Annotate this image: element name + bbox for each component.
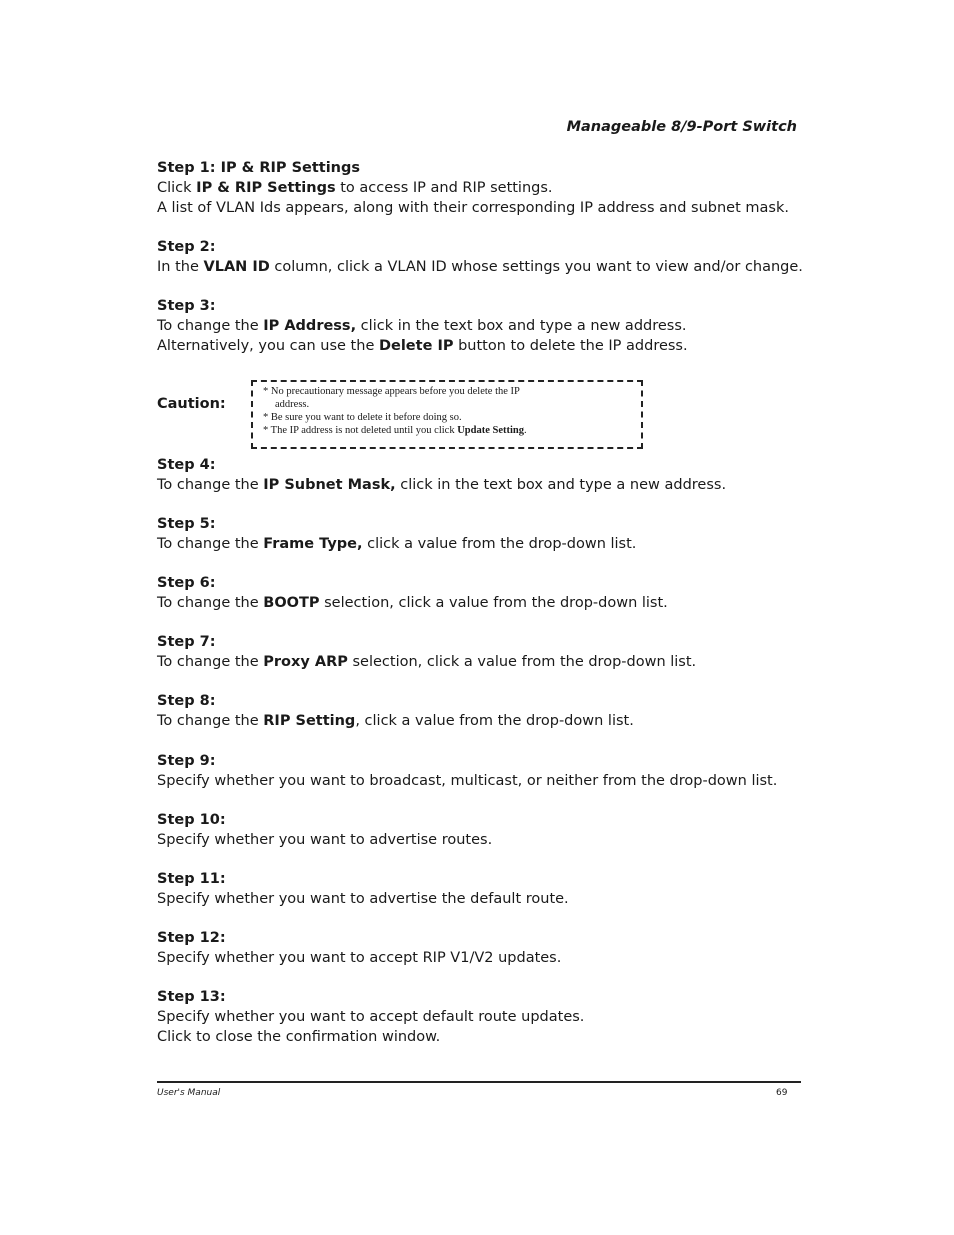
caution-line-3: * The IP address is not deleted until you click Update Setting. bbox=[263, 425, 527, 436]
caution-line-2: * Be sure you want to delete it before doing so. bbox=[263, 412, 462, 423]
step-7 bbox=[157, 632, 807, 672]
page-number: 69 bbox=[776, 1088, 788, 1098]
caution-line-1b: address. bbox=[275, 399, 310, 410]
step-4-title: Step 4: bbox=[157, 457, 216, 473]
step-12-text: Specify whether you want to accept RIP V1/V2 updates. bbox=[157, 950, 562, 966]
caution-box bbox=[251, 380, 643, 449]
step-1 bbox=[157, 158, 807, 218]
step-9-text: Specify whether you want to broadcast, multicast, or neither from the drop-down list. bbox=[157, 773, 778, 789]
step-8-title: Step 8: bbox=[157, 693, 216, 709]
step-5-text: To change the Frame Type, click a value from the drop-down list. bbox=[157, 536, 637, 552]
caution-label: Caution: bbox=[157, 396, 226, 412]
caution-line-1: * No precautionary message appears before you delete the IP bbox=[263, 386, 520, 397]
step-12-title: Step 12: bbox=[157, 930, 226, 946]
step-6-text: To change the BOOTP selection, click a value from the drop-down list. bbox=[157, 595, 668, 611]
step-2 bbox=[157, 237, 807, 277]
step-2-text: In the VLAN ID column, click a VLAN ID whose settings you want to view and/or change. bbox=[157, 259, 803, 275]
step-12 bbox=[157, 928, 807, 968]
footer-rule bbox=[157, 1081, 801, 1083]
step-13-text: Specify whether you want to accept default route updates. bbox=[157, 1009, 585, 1025]
step-9-title: Step 9: bbox=[157, 753, 216, 769]
step-11-text: Specify whether you want to advertise the default route. bbox=[157, 891, 569, 907]
ip-rip-settings-term: IP & RIP Settings bbox=[196, 180, 336, 196]
step-4 bbox=[157, 455, 807, 495]
step-5-title: Step 5: bbox=[157, 516, 216, 532]
step-10-text: Specify whether you want to advertise routes. bbox=[157, 832, 493, 848]
step-9 bbox=[157, 751, 807, 791]
step-8-text: To change the RIP Setting, click a value from the drop-down list. bbox=[157, 713, 634, 729]
step-6-title: Step 6: bbox=[157, 575, 216, 591]
step-11-title: Step 11: bbox=[157, 871, 226, 887]
step-10 bbox=[157, 810, 807, 850]
step-6 bbox=[157, 573, 807, 613]
step-10-title: Step 10: bbox=[157, 812, 226, 828]
step-3-line-2: Alternatively, you can use the Delete IP button to delete the IP address. bbox=[157, 338, 688, 354]
running-header: Manageable 8/9-Port Switch bbox=[566, 119, 797, 135]
step-3-title: Step 3: bbox=[157, 298, 216, 314]
step-8 bbox=[157, 691, 807, 731]
step-5 bbox=[157, 514, 807, 554]
step-4-text: To change the IP Subnet Mask, click in the text box and type a new address. bbox=[157, 477, 727, 493]
step-2-title: Step 2: bbox=[157, 239, 216, 255]
footer-manual-label: User's Manual bbox=[157, 1088, 221, 1098]
step-1-line-1: Click IP & RIP Settings to access IP and RIP settings. bbox=[157, 180, 553, 196]
step-1-line-2: A list of VLAN Ids appears, along with their corresponding IP address and subnet mask. bbox=[157, 200, 789, 216]
step-7-title: Step 7: bbox=[157, 634, 216, 650]
step-13 bbox=[157, 987, 807, 1047]
step-13-title: Step 13: bbox=[157, 989, 226, 1005]
step-3-line-1: To change the IP Address, click in the text box and type a new address. bbox=[157, 318, 687, 334]
step-7-text: To change the Proxy ARP selection, click a value from the drop-down list. bbox=[157, 654, 697, 670]
step-11 bbox=[157, 869, 807, 909]
step-13-text-2: Click to close the confirmation window. bbox=[157, 1029, 441, 1045]
step-1-title: Step 1: IP & RIP Settings bbox=[157, 160, 361, 176]
step-3 bbox=[157, 296, 807, 356]
